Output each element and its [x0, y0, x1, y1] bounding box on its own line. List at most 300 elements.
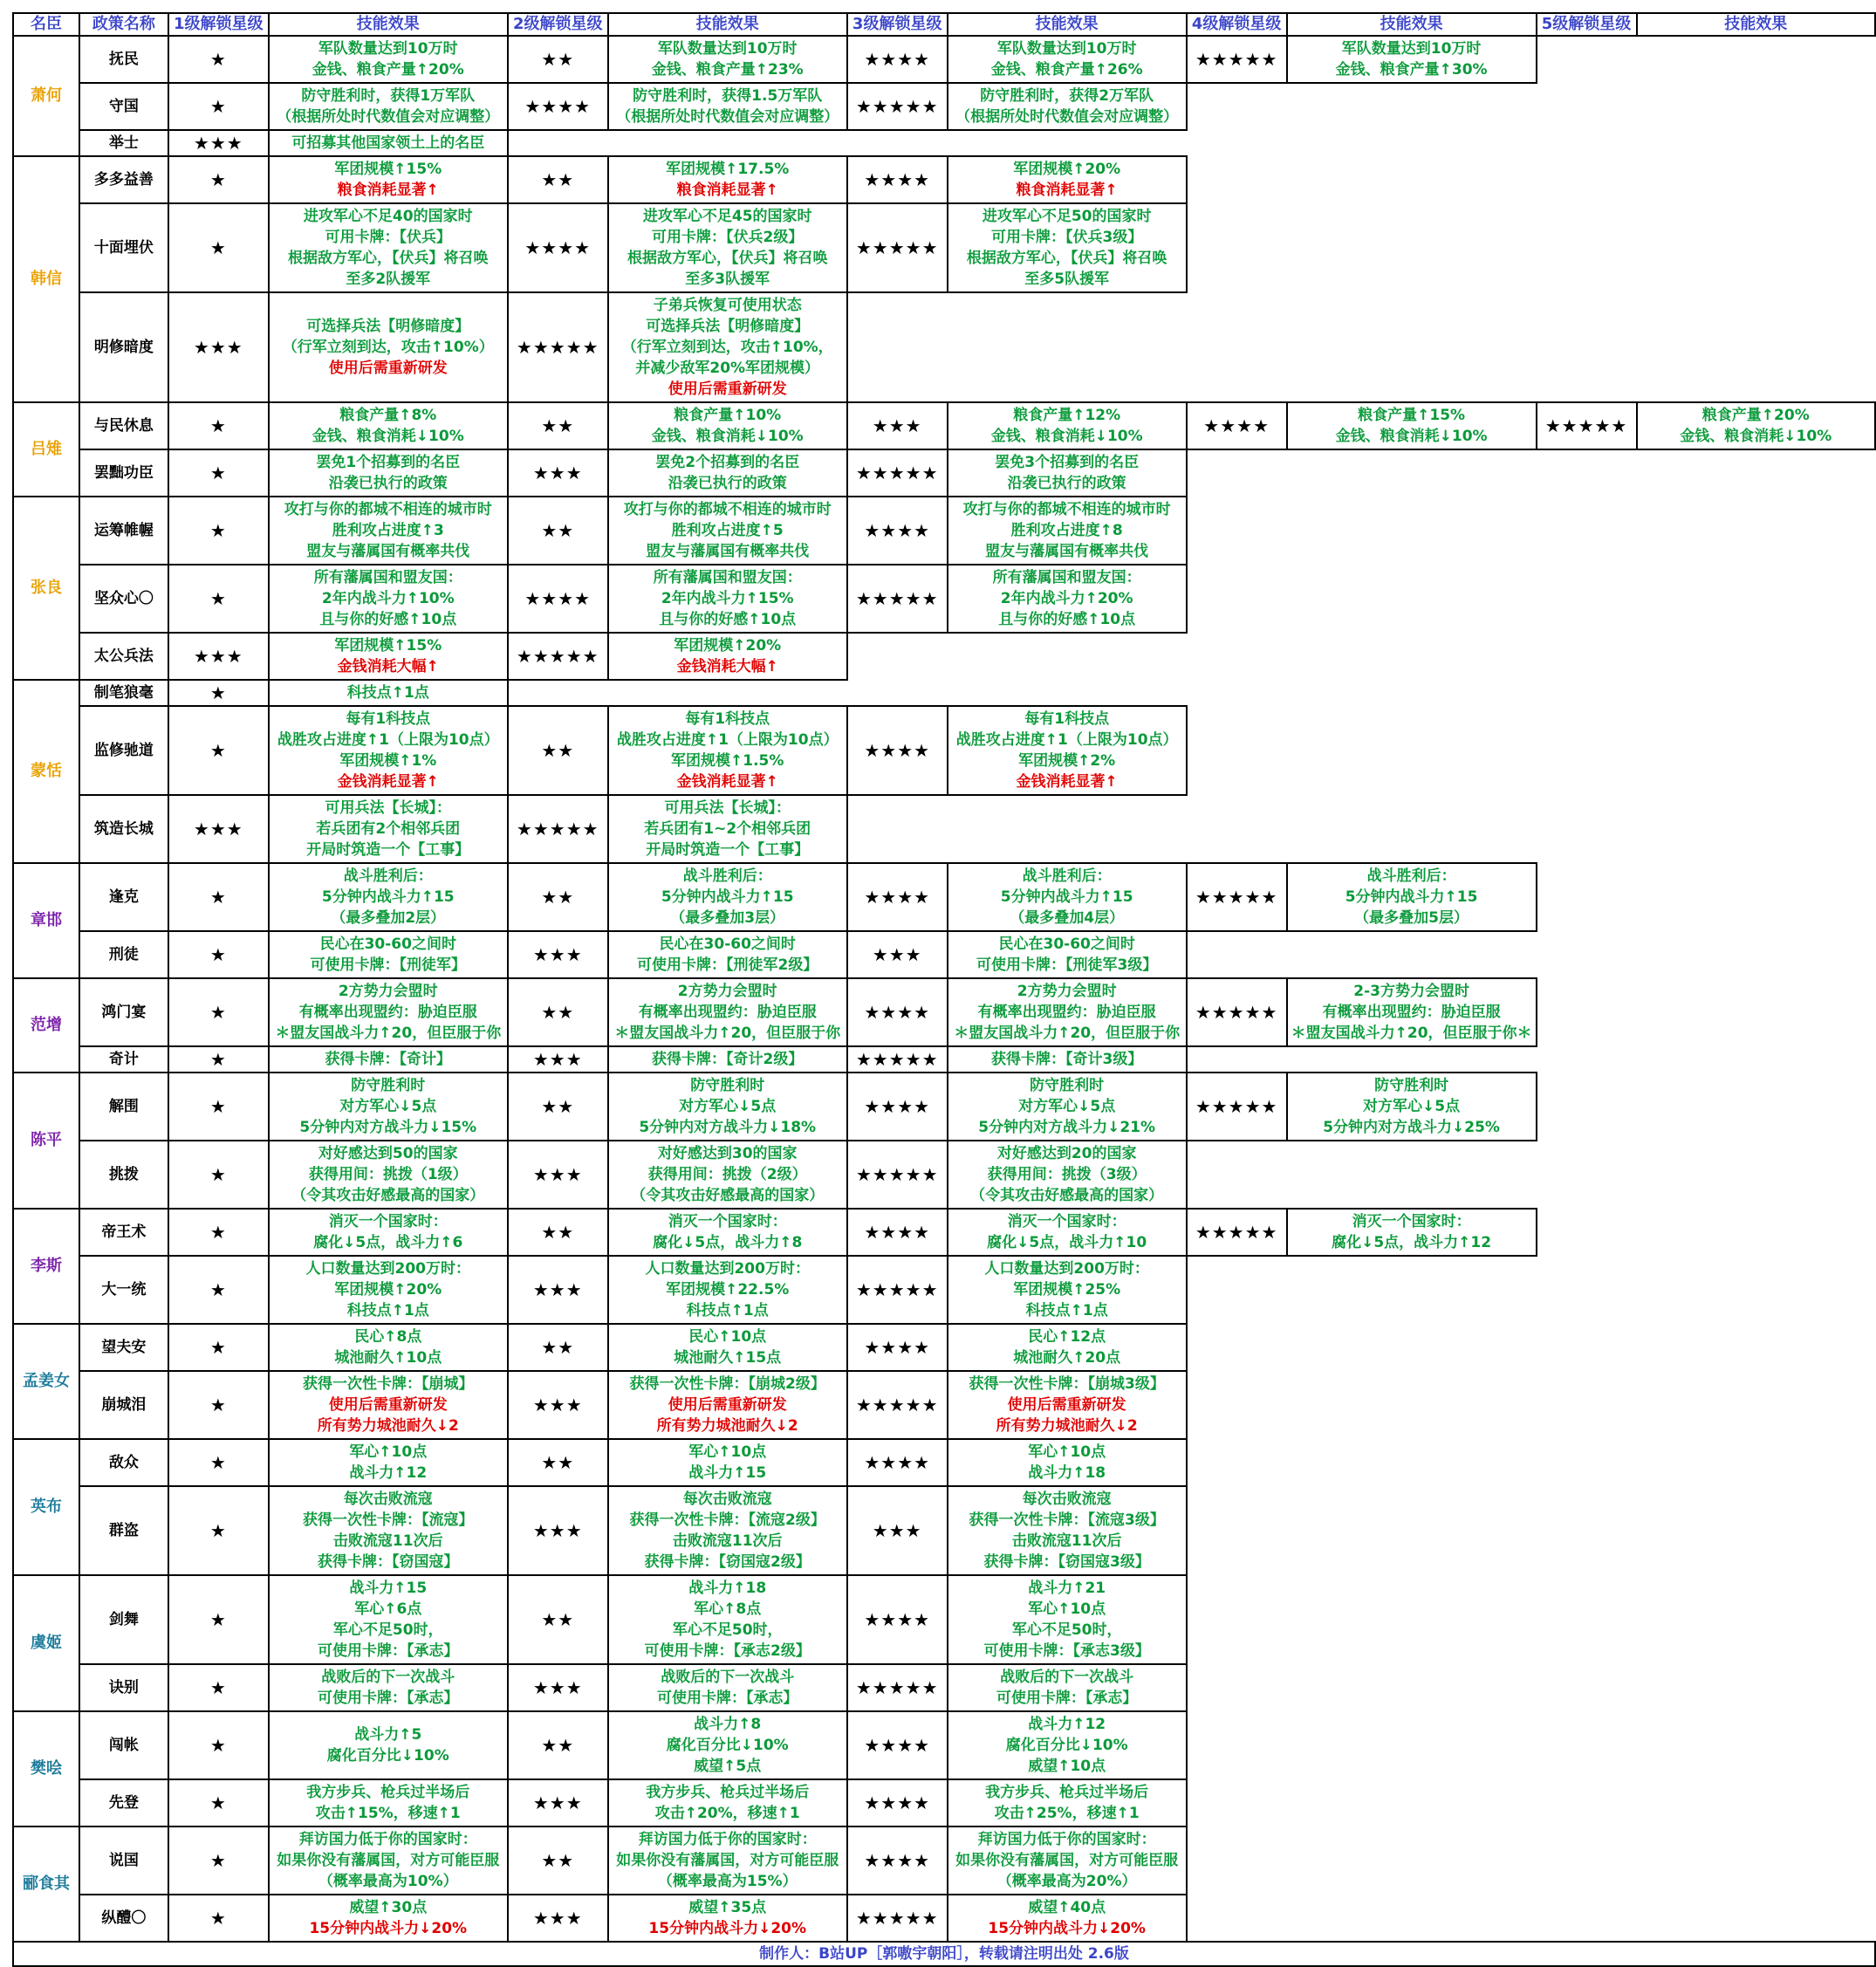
skill-effect — [948, 1256, 1187, 1324]
effect-line: 金钱消耗显著↑ — [337, 773, 439, 791]
skill-effect — [269, 863, 508, 931]
effect-line: 可使用卡牌：【承志】 — [656, 1689, 798, 1707]
effect-line: 获得卡牌：【窃国寇2级】 — [644, 1553, 811, 1571]
policy-name: 监修驰道 — [79, 706, 168, 795]
effect-line: 防守胜利时，获得2万军队 — [980, 87, 1154, 105]
effect-line: 根据敌方军心，【伏兵】将召唤 — [626, 250, 828, 267]
effect-line: 使用后需重新研发 — [668, 1396, 787, 1414]
skill-effect — [948, 1664, 1187, 1711]
unlock-stars: ★ — [168, 1256, 269, 1324]
effect-line: 罢免3个招募到的名臣 — [995, 454, 1140, 471]
effect-line: 金钱、粮食消耗↓10% — [651, 428, 804, 445]
policy-name: 明修暗度 — [79, 292, 168, 402]
effect-line: 可用兵法【长城】： — [664, 799, 791, 817]
empty-cell — [1537, 863, 1875, 931]
effect-line: 开局时筑造一个【工事】 — [306, 841, 470, 859]
footer-row — [13, 1942, 1875, 1966]
skill-effect — [608, 706, 847, 795]
effect-line: 我方步兵、枪兵过半场后 — [646, 1784, 810, 1801]
effect-line: 人口数量达到200万时： — [645, 1260, 810, 1278]
general-name: 章邯 — [13, 863, 79, 978]
effect-line: 金钱、粮食产量↑26% — [990, 61, 1143, 79]
empty-cell — [1187, 1046, 1875, 1073]
unlock-stars: ★★★★ — [847, 863, 948, 931]
unlock-stars: ★★★ — [508, 1486, 608, 1575]
empty-cell — [847, 292, 1875, 402]
effect-line: 5分钟内战斗力↑15 — [321, 888, 455, 906]
effect-line: 战斗胜利后： — [682, 867, 772, 885]
unlock-stars: ★ — [168, 1711, 269, 1779]
policy-row — [13, 1209, 1875, 1256]
header-cell: 1级解锁星级 — [168, 13, 269, 36]
effect-line: 如果你没有藩属国，对方可能臣服 — [616, 1852, 839, 1869]
effect-line: 若兵团有1~2个相邻兵团 — [644, 820, 811, 838]
policy-name: 刑徒 — [79, 931, 168, 978]
effect-line: 可使用卡牌：【承志3级】 — [983, 1642, 1150, 1660]
effect-line: 消灭一个国家时： — [668, 1213, 787, 1230]
policy-name: 望夫安 — [79, 1324, 168, 1371]
effect-line: 腐化↓5点，战斗力↑12 — [1332, 1234, 1492, 1251]
header-cell: 名臣 — [13, 13, 79, 36]
effect-line: 盟友与藩属国有概率共伐 — [646, 543, 810, 560]
unlock-stars: ★★★★★ — [847, 1046, 948, 1073]
effect-line: 战斗力↑18 — [688, 1580, 767, 1597]
unlock-stars: ★★★★★ — [847, 1371, 948, 1439]
policy-name: 崩城泪 — [79, 1371, 168, 1439]
skill-effect — [269, 565, 508, 633]
policy-name: 鸿门宴 — [79, 978, 168, 1046]
effect-line: 民心在30-60之间时 — [998, 936, 1135, 953]
unlock-stars: ★★★ — [168, 795, 269, 863]
empty-cell — [1187, 1711, 1875, 1779]
skill-effect — [608, 1371, 847, 1439]
skill-effect — [948, 156, 1187, 203]
effect-line: 民心在30-60之间时 — [319, 936, 456, 953]
skill-effect — [608, 1575, 847, 1664]
effect-line: 金钱消耗大幅↑ — [676, 658, 778, 675]
general-name: 萧何 — [13, 36, 79, 156]
effect-line: 科技点↑1点 — [346, 1302, 429, 1319]
effect-line: 金钱、粮食产量↑23% — [651, 61, 804, 79]
effect-line: 腐化百分比↓10% — [1005, 1737, 1128, 1754]
effect-line: 防守胜利时，获得1.5万军队 — [633, 87, 823, 105]
effect-line: 腐化↓5点，战斗力↑10 — [987, 1234, 1147, 1251]
effect-line: 获得卡牌：【窃国寇3级】 — [983, 1553, 1150, 1571]
effect-line: 5分钟内对方战斗力↓15% — [299, 1119, 477, 1136]
effect-line: 攻打与你的都城不相连的城市时 — [623, 501, 832, 518]
effect-line: 2方势力会盟时 — [338, 983, 438, 1000]
skill-effect — [608, 497, 847, 565]
effect-line: 每有1科技点 — [1024, 710, 1110, 728]
effect-line: 金钱、粮食消耗↓10% — [312, 428, 464, 445]
effect-line: 威望↑10点 — [1028, 1758, 1106, 1775]
effect-line: 防守胜利时，获得1万军队 — [301, 87, 476, 105]
table-body — [13, 36, 1875, 1942]
effect-line: 每有1科技点 — [346, 710, 431, 728]
effect-line: 至多2队援军 — [346, 271, 431, 288]
effect-line: 若兵团有2个相邻兵团 — [316, 820, 461, 838]
effect-line: 可使用卡牌：【承志2级】 — [644, 1642, 811, 1660]
effect-line: 拜访国力低于你的国家时： — [298, 1831, 477, 1848]
effect-line: 战斗力↑12 — [1028, 1716, 1106, 1733]
effect-line: 使用后需重新研发 — [328, 1396, 448, 1414]
skill-effect — [608, 1779, 847, 1826]
effect-line: 粮食产量↑8% — [339, 407, 437, 424]
unlock-stars: ★ — [168, 680, 269, 706]
unlock-stars: ★★ — [508, 863, 608, 931]
effect-line: 开局时筑造一个【工事】 — [646, 841, 810, 859]
general-name: 吕雉 — [13, 402, 79, 497]
skill-effect — [269, 156, 508, 203]
policy-row — [13, 1895, 1875, 1942]
effect-line: 对方军心↓5点 — [679, 1098, 777, 1115]
effect-line: （令其攻击好感最高的国家） — [970, 1187, 1164, 1204]
effect-line: 金钱、粮食消耗↓10% — [990, 428, 1143, 445]
effect-line: 民心在30-60之间时 — [659, 936, 796, 953]
general-name: 李斯 — [13, 1209, 79, 1324]
general-name: 樊哙 — [13, 1711, 79, 1826]
effect-line: 可用卡牌：【伏兵2级】 — [652, 229, 804, 246]
skill-effect — [608, 203, 847, 292]
effect-line: 粮食消耗显著↑ — [1016, 182, 1118, 199]
skill-effect — [608, 36, 847, 83]
unlock-stars: ★ — [168, 978, 269, 1046]
policy-row — [13, 1779, 1875, 1826]
effect-line: 使用后需重新研发 — [668, 380, 787, 398]
unlock-stars: ★★ — [508, 1439, 608, 1486]
skill-effect — [269, 680, 508, 706]
effect-line: 胜利攻占进度↑5 — [671, 522, 784, 539]
skill-effect — [948, 1073, 1187, 1141]
skill-effect — [269, 36, 508, 83]
effect-line: 使用后需重新研发 — [1007, 1396, 1126, 1414]
empty-cell — [1187, 706, 1875, 795]
unlock-stars: ★★★ — [508, 1256, 608, 1324]
effect-line: 金钱、粮食消耗↓10% — [1680, 428, 1832, 445]
effect-line: 军心↑10点 — [688, 1443, 767, 1461]
unlock-stars: ★ — [168, 931, 269, 978]
header-cell: 技能效果 — [1637, 13, 1875, 36]
effect-line: 有概率出现盟约：胁迫臣服 — [977, 1004, 1156, 1021]
policy-row — [13, 1439, 1875, 1486]
header-cell: 2级解锁星级 — [508, 13, 608, 36]
skill-effect — [269, 633, 508, 680]
effect-line: 15分钟内战斗力↓20% — [648, 1920, 807, 1937]
effect-line: 战斗力↑15 — [688, 1464, 767, 1482]
unlock-stars: ★★★★ — [508, 83, 608, 130]
general-name: 英布 — [13, 1439, 79, 1575]
policy-name: 与民休息 — [79, 402, 168, 449]
effect-line: 可用兵法【长城】： — [325, 799, 452, 817]
skill-effect — [948, 36, 1187, 83]
policy-row — [13, 1256, 1875, 1324]
empty-cell — [1187, 1486, 1875, 1575]
unlock-stars: ★★ — [508, 1826, 608, 1895]
policy-row — [13, 156, 1875, 203]
effect-line: 消灭一个国家时： — [1007, 1213, 1126, 1230]
effect-line: 至多5队援军 — [1024, 271, 1110, 288]
skill-effect — [608, 83, 847, 130]
effect-line: 攻打与你的都城不相连的城市时 — [284, 501, 492, 518]
effect-line: 金钱、粮食产量↑20% — [312, 61, 464, 79]
effect-line: 获得用间：挑拨（2级） — [647, 1166, 807, 1183]
effect-line: 威望↑40点 — [1028, 1899, 1106, 1916]
unlock-stars: ★★★★★ — [508, 795, 608, 863]
skill-effect — [269, 449, 508, 497]
skill-effect — [608, 1895, 847, 1942]
policy-name: 大一统 — [79, 1256, 168, 1324]
unlock-stars: ★★★ — [508, 1779, 608, 1826]
unlock-stars: ★★★ — [168, 130, 269, 156]
effect-line: （令其攻击好感最高的国家） — [631, 1187, 825, 1204]
effect-line: 腐化↓5点，战斗力↑8 — [653, 1234, 803, 1251]
effect-line: 有概率出现盟约：胁迫臣服 — [1322, 1004, 1501, 1021]
skill-effect — [269, 497, 508, 565]
unlock-stars: ★ — [168, 1141, 269, 1209]
effect-line: 军团规模↑1.5% — [671, 752, 784, 770]
effect-line: 获得卡牌：【奇计3级】 — [991, 1051, 1143, 1068]
unlock-stars: ★★★★★ — [1537, 402, 1637, 449]
effect-line: （行军立刻到达，攻击↑10%） — [282, 339, 494, 356]
unlock-stars: ★★★ — [847, 931, 948, 978]
effect-line: 可招募其他国家领土上的名臣 — [291, 134, 485, 152]
effect-line: 盟友与藩属国有概率共伐 — [985, 543, 1149, 560]
empty-cell — [1187, 1895, 1875, 1942]
effect-line: 军团规模↑20% — [1013, 161, 1121, 178]
unlock-stars: ★★★★★ — [1187, 36, 1287, 83]
empty-cell — [847, 633, 1875, 680]
unlock-stars: ★★★★★ — [847, 1664, 948, 1711]
policy-row — [13, 1711, 1875, 1779]
unlock-stars: ★★★ — [508, 931, 608, 978]
effect-line: 战败后的下一次战斗 — [661, 1669, 795, 1686]
effect-line: 且与你的好感↑10点 — [659, 611, 797, 628]
effect-line: 可使用卡牌：【承志】 — [318, 1642, 459, 1660]
effect-line: 战斗胜利后： — [343, 867, 433, 885]
unlock-stars: ★★ — [508, 1711, 608, 1779]
effect-line: 科技点↑1点 — [686, 1302, 769, 1319]
effect-line: ＊盟友国战斗力↑20，但臣服于你 — [954, 1025, 1181, 1042]
skill-effect — [608, 1324, 847, 1371]
skill-effect — [269, 795, 508, 863]
effect-line: 战斗胜利后： — [1366, 867, 1456, 885]
policy-name: 制笔狼毫 — [79, 680, 168, 706]
unlock-stars: ★ — [168, 497, 269, 565]
empty-cell — [1187, 1575, 1875, 1664]
effect-line: 使用后需重新研发 — [328, 360, 448, 377]
header-cell: 技能效果 — [1287, 13, 1537, 36]
unlock-stars: ★★★★ — [508, 565, 608, 633]
skill-effect — [608, 449, 847, 497]
effect-line: 战败后的下一次战斗 — [321, 1669, 455, 1686]
effect-line: 获得用间：挑拨（3级） — [987, 1166, 1147, 1183]
effect-line: 5分钟内对方战斗力↓21% — [978, 1119, 1156, 1136]
effect-line: 消灭一个国家时： — [1352, 1213, 1471, 1230]
empty-cell — [1187, 931, 1875, 978]
skill-effect — [948, 83, 1187, 130]
unlock-stars: ★★★★★ — [508, 292, 608, 402]
unlock-stars: ★★ — [508, 1575, 608, 1664]
policy-row — [13, 130, 1875, 156]
skill-table-container — [12, 12, 1876, 1967]
policy-row — [13, 292, 1875, 402]
policy-row — [13, 1324, 1875, 1371]
effect-line: 2年内战斗力↑15% — [661, 590, 794, 607]
effect-line: 战斗胜利后： — [1022, 867, 1112, 885]
unlock-stars: ★★★★ — [847, 706, 948, 795]
policy-row — [13, 931, 1875, 978]
skill-effect — [269, 1779, 508, 1826]
empty-cell — [1187, 1664, 1875, 1711]
effect-line: 拜访国力低于你的国家时： — [638, 1831, 817, 1848]
header-cell: 技能效果 — [948, 13, 1187, 36]
unlock-stars: ★★★ — [508, 1141, 608, 1209]
skill-effect — [608, 978, 847, 1046]
skill-effect — [948, 863, 1187, 931]
skill-effect — [948, 1324, 1187, 1371]
effect-line: （最多叠加4层） — [1010, 909, 1125, 927]
effect-line: 腐化↓5点，战斗力↑6 — [313, 1234, 463, 1251]
skill-effect — [948, 931, 1187, 978]
policy-name: 奇计 — [79, 1046, 168, 1073]
skill-effect — [948, 1895, 1187, 1942]
empty-cell — [1187, 449, 1875, 497]
skill-effect — [1287, 1073, 1537, 1141]
empty-cell — [1187, 1324, 1875, 1371]
effect-line: 攻击↑15%，移速↑1 — [315, 1805, 461, 1822]
effect-line: 军团规模↑22.5% — [666, 1281, 790, 1299]
effect-line: 15分钟内战斗力↓20% — [309, 1920, 468, 1937]
policy-name: 帝王术 — [79, 1209, 168, 1256]
general-name: 孟姜女 — [13, 1324, 79, 1439]
effect-line: 有概率出现盟约：胁迫臣服 — [298, 1004, 477, 1021]
unlock-stars: ★ — [168, 36, 269, 83]
policy-row — [13, 497, 1875, 565]
skill-effect — [1287, 36, 1537, 83]
effect-line: 城池耐久↑20点 — [1013, 1349, 1121, 1367]
skill-effect — [948, 449, 1187, 497]
header-cell: 5级解锁星级 — [1537, 13, 1637, 36]
effect-line: 对方军心↓5点 — [1363, 1098, 1461, 1115]
unlock-stars: ★★★ — [168, 633, 269, 680]
unlock-stars: ★ — [168, 1371, 269, 1439]
effect-line: 对方军心↓5点 — [1018, 1098, 1116, 1115]
effect-line: 军团规模↑25% — [1013, 1281, 1121, 1299]
effect-line: 可选择兵法【明修暗度】 — [646, 318, 810, 335]
effect-line: 获得卡牌：【奇计2级】 — [652, 1051, 804, 1068]
effect-line: 获得一次性卡牌：【流寇2级】 — [629, 1511, 825, 1529]
empty-cell — [508, 130, 1875, 156]
effect-line: 我方步兵、枪兵过半场后 — [306, 1784, 470, 1801]
policy-name: 诀别 — [79, 1664, 168, 1711]
policy-row — [13, 402, 1875, 449]
effect-line: 粮食产量↑15% — [1358, 407, 1466, 424]
skill-effect — [269, 1046, 508, 1073]
policy-row — [13, 1486, 1875, 1575]
effect-line: 沿袭已执行的政策 — [668, 475, 787, 492]
policy-name: 纵醴〇 — [79, 1895, 168, 1942]
unlock-stars: ★★ — [508, 497, 608, 565]
unlock-stars: ★★★ — [847, 1486, 948, 1575]
unlock-stars: ★★★★★ — [847, 1141, 948, 1209]
effect-line: （概率最高为15%） — [657, 1873, 798, 1890]
effect-line: 战败后的下一次战斗 — [1000, 1669, 1134, 1686]
effect-line: 如果你没有藩属国，对方可能臣服 — [277, 1852, 500, 1869]
unlock-stars: ★ — [168, 156, 269, 203]
general-name: 范增 — [13, 978, 79, 1073]
effect-line: 所有藩属国和盟友国： — [653, 569, 802, 586]
effect-line: 获得卡牌：【窃国寇】 — [318, 1553, 459, 1571]
effect-line: 每次击败流寇 — [682, 1491, 772, 1508]
skill-effect — [269, 1575, 508, 1664]
effect-line: （最多叠加3层） — [670, 909, 785, 927]
skill-effect — [608, 1141, 847, 1209]
general-name: 郦食其 — [13, 1826, 79, 1942]
policy-row — [13, 863, 1875, 931]
unlock-stars: ★★★★ — [847, 1209, 948, 1256]
effect-line: 获得一次性卡牌：【流寇3级】 — [969, 1511, 1165, 1529]
effect-line: 所有藩属国和盟友国： — [313, 569, 462, 586]
effect-line: 军团规模↑20% — [674, 637, 782, 655]
skill-effect — [948, 1046, 1187, 1073]
policy-name: 抚民 — [79, 36, 168, 83]
policy-row — [13, 1141, 1875, 1209]
effect-line: 5分钟内战斗力↑15 — [1000, 888, 1133, 906]
effect-line: 战斗力↑8 — [694, 1716, 762, 1733]
effect-line: 防守胜利时 — [690, 1077, 765, 1094]
policy-row — [13, 203, 1875, 292]
policy-name: 运筹帷幄 — [79, 497, 168, 565]
unlock-stars: ★★ — [508, 402, 608, 449]
unlock-stars: ★★ — [508, 156, 608, 203]
unlock-stars: ★★★★ — [847, 1826, 948, 1895]
general-name: 张良 — [13, 497, 79, 680]
effect-line: 军队数量达到10万时 — [657, 40, 798, 58]
policy-name: 守国 — [79, 83, 168, 130]
effect-line: 拜访国力低于你的国家时： — [977, 1831, 1156, 1848]
effect-line: 粮食产量↑12% — [1013, 407, 1121, 424]
effect-line: 军心不足50时， — [332, 1621, 443, 1639]
unlock-stars: ★ — [168, 1826, 269, 1895]
skill-effect — [269, 292, 508, 402]
effect-line: 15分钟内战斗力↓20% — [988, 1920, 1146, 1937]
unlock-stars: ★★★★ — [847, 1073, 948, 1141]
unlock-stars: ★★★★★ — [1187, 978, 1287, 1046]
effect-line: 5分钟内对方战斗力↓18% — [639, 1119, 817, 1136]
effect-line: 进攻军心不足40的国家时 — [303, 208, 473, 225]
unlock-stars: ★★★★★ — [847, 1895, 948, 1942]
effect-line: 且与你的好感↑10点 — [319, 611, 457, 628]
effect-line: 可使用卡牌：【承志】 — [318, 1689, 459, 1707]
policy-name: 敌众 — [79, 1439, 168, 1486]
effect-line: 可使用卡牌：【刑徒军3级】 — [976, 956, 1158, 974]
effect-line: 对好感达到20的国家 — [996, 1145, 1137, 1162]
skill-effect — [948, 1141, 1187, 1209]
policy-row — [13, 795, 1875, 863]
empty-cell — [508, 680, 1875, 706]
policy-name: 群盗 — [79, 1486, 168, 1575]
unlock-stars: ★★ — [508, 1209, 608, 1256]
skill-effect — [269, 203, 508, 292]
empty-cell — [1187, 565, 1875, 633]
empty-cell — [1187, 1779, 1875, 1826]
skill-effect — [269, 402, 508, 449]
effect-line: 人口数量达到200万时： — [305, 1260, 471, 1278]
policy-name: 逢克 — [79, 863, 168, 931]
unlock-stars: ★ — [168, 1073, 269, 1141]
unlock-stars: ★★★★★ — [847, 565, 948, 633]
effect-line: 战胜攻占进度↑1（上限为10点） — [616, 731, 839, 749]
